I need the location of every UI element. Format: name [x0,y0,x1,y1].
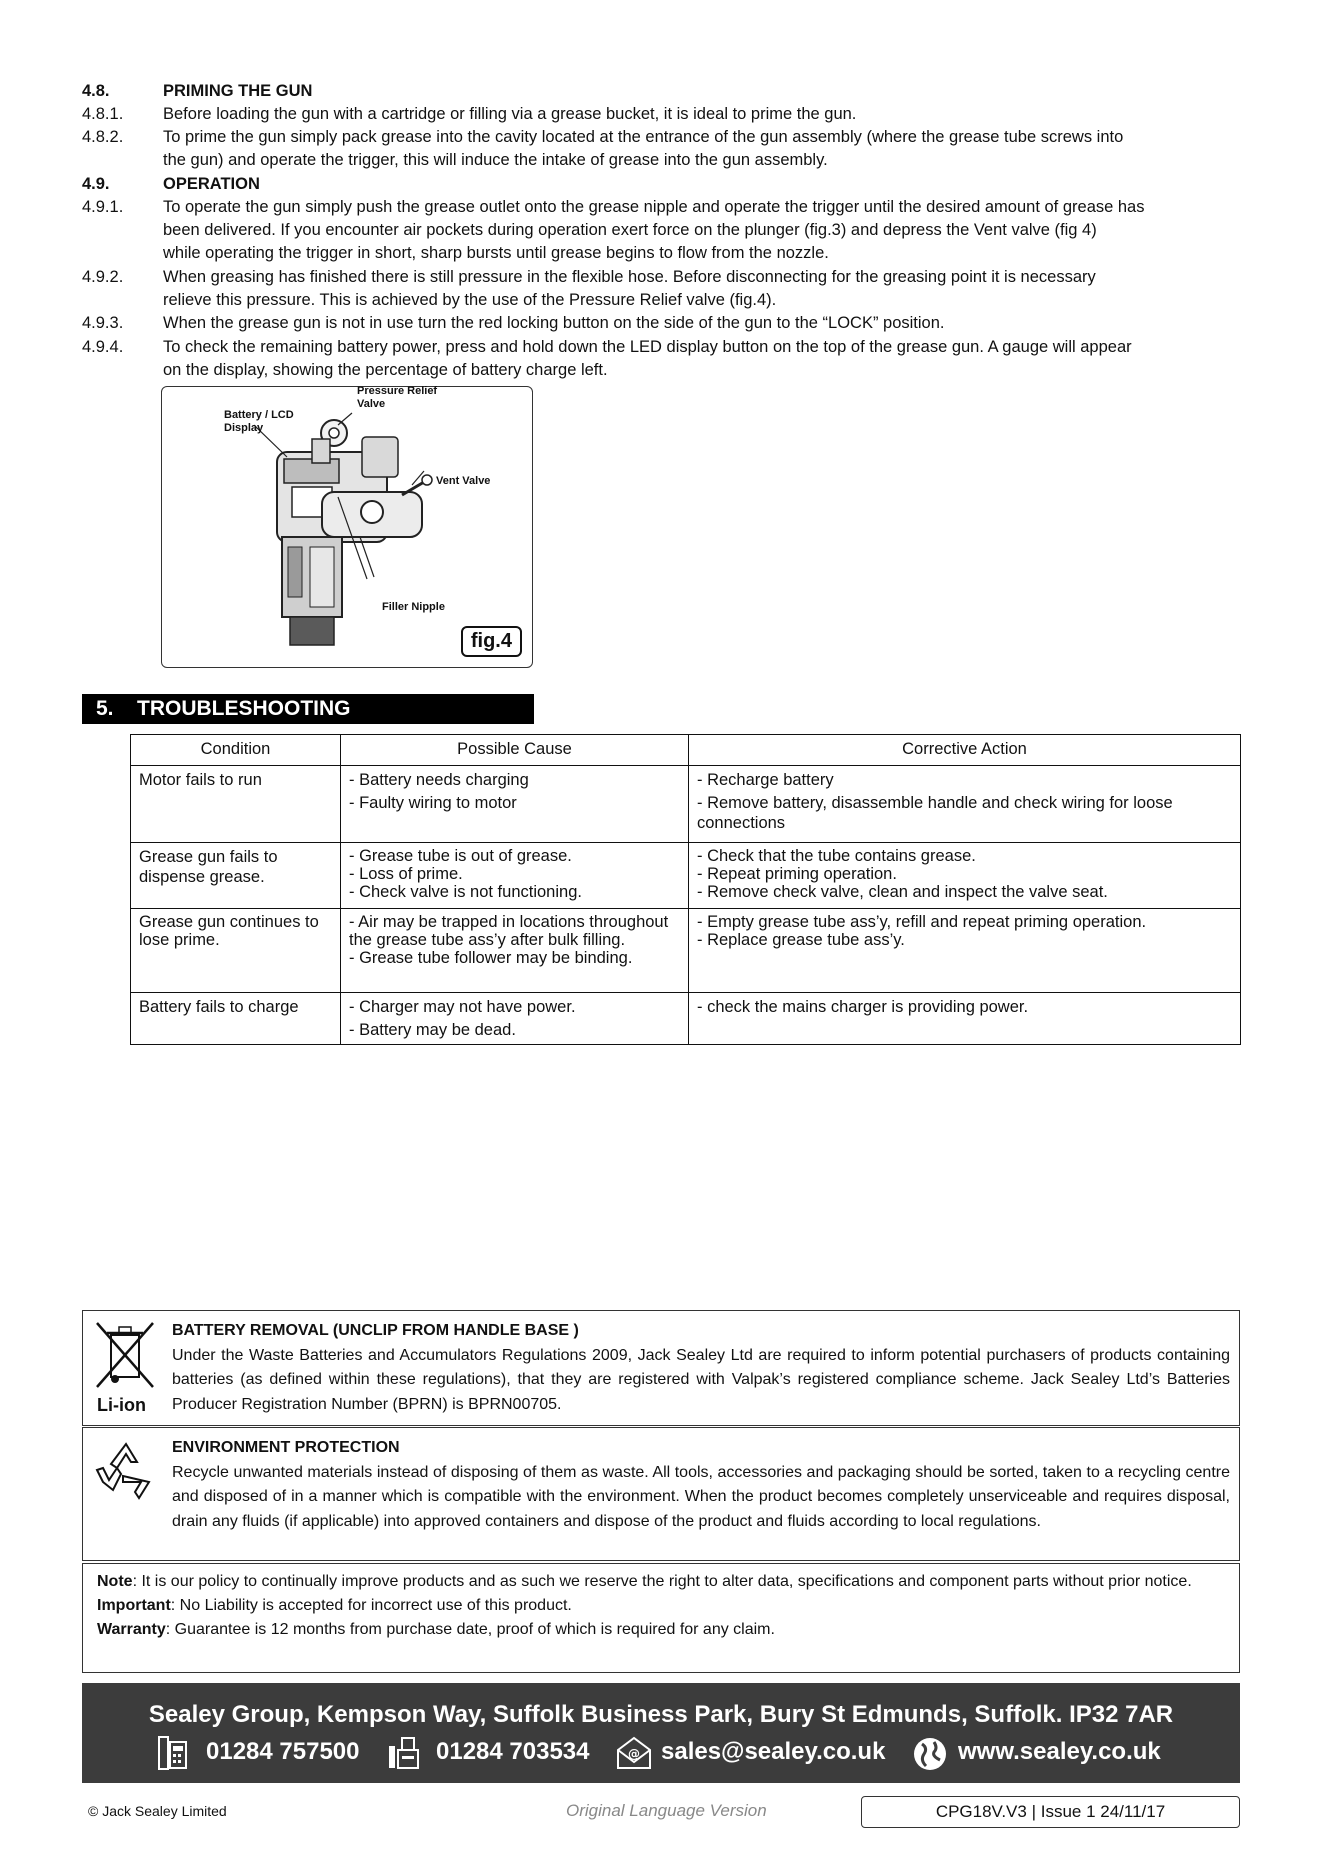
environment-box [82,1427,1240,1561]
troubleshooting-heading: 5. TROUBLESHOOTING [82,694,534,724]
action-cell: - check the mains charger is providing power. [689,993,1241,1045]
footer-address: Sealey Group, Kempson Way, Suffolk Business Park, Bury St Edmunds, Suffolk. IP32 7AR [148,1701,1174,1728]
table-row [131,993,1241,1045]
footer-contact-bar [82,1683,1240,1783]
environment-text: ENVIRONMENT PROTECTION Recycle unwanted materials instead of disposing of them as waste. All tools, accessories and packaging should be sorted, taken to a recycling centre and disposed of in a manner which is compatible with the environment. When the product becomes completely unserviceable and requires disposal, drain any fluids (if applicable) into approved containers and dispose of the product and fluids according to local regulations. [172,1439,1230,1530]
action-cell: - Empty grease tube ass’y, refill and repeat priming operation. - Replace grease tube ass’y. [689,909,1241,993]
email-icon [616,1736,652,1770]
action-cell: - Recharge battery - Remove battery, disassemble handle and check wiring for loose connections [689,766,1241,843]
table-row [131,909,1241,993]
figure-tag: fig.4 [461,626,522,657]
label-battery-lcd: Battery / LCD Display [224,409,294,434]
label-filler-nipple: Filler Nipple [382,601,445,613]
important-line: Important: No Liability is accepted for incorrect use of this product. [97,1597,572,1614]
document-reference: CPG18V.V3 | Issue 1 24/11/17 [861,1796,1240,1828]
cause-cell: - Battery needs charging - Faulty wiring to motor [341,766,689,843]
condition-cell: Grease gun fails to dispense grease. [131,843,341,909]
warranty-line: Warranty: Guarantee is 12 months from purchase date, proof of which is required for any claim. [97,1621,775,1638]
fax-icon [388,1736,420,1770]
label-pressure-relief: Pressure Relief Valve [357,385,438,410]
cause-cell: - Charger may not have power. - Battery may be dead. [341,993,689,1045]
svg-text:@: @ [628,1747,640,1761]
language-version: Original Language Version [566,1801,767,1820]
table-row [131,843,1241,909]
cause-cell: - Grease tube is out of grease. - Loss of prime. - Check valve is not functioning. [341,843,689,909]
label-vent-valve: Vent Valve [436,475,491,487]
footer-phone: 01284 757500 [206,1738,360,1765]
condition-cell: Motor fails to run [131,766,341,843]
header-corrective-action: Corrective Action [689,735,1241,766]
action-cell: - Check that the tube contains grease. - Repeat priming operation. - Remove check valve, clean and inspect the valve seat. [689,843,1241,909]
recycle-icon [93,1440,159,1500]
footer-email[interactable]: sales@sealey.co.uk [661,1738,886,1765]
condition-cell: Battery fails to charge [131,993,341,1045]
li-ion-label: Li-ion [97,1395,146,1415]
note-line: Note: It is our policy to continually improve products and as such we reserve the right to alter data, specifications and component parts without prior notice. [97,1573,1192,1590]
table-header-row [131,735,1241,766]
copyright: © Jack Sealey Limited [88,1803,227,1819]
battery-removal-box [82,1310,1240,1426]
figure-4 [161,386,533,668]
condition-cell: Grease gun continues to lose prime. [131,909,341,993]
footer-website[interactable]: www.sealey.co.uk [958,1738,1161,1765]
grease-gun-illustration [162,387,532,667]
header-condition: Condition [131,735,341,766]
troubleshooting-table [130,734,1241,1045]
cause-cell: - Air may be trapped in locations throughout the grease tube ass’y after bulk filling. - Grease tube follower may be binding. [341,909,689,993]
globe-icon [912,1736,948,1772]
table-row [131,766,1241,843]
header-possible-cause: Possible Cause [341,735,689,766]
phone-icon [158,1736,188,1770]
footer-fax: 01284 703534 [436,1738,590,1765]
battery-removal-text: BATTERY REMOVAL (UNCLIP FROM HANDLE BASE ) Under the Waste Batteries and Accumulators Regulations 2009, Jack Sealey Ltd are required to inform potential purchasers of products containing batteries (as defined within these regulations), that they are registered with Valpak’s registered compliance scheme. Jack Sealey Ltd’s Batteries Producer Registration Number (BPRN) is BPRN00705. [172,1322,1230,1413]
crossed-bin-icon [93,1319,157,1395]
notes-box [82,1563,1240,1673]
